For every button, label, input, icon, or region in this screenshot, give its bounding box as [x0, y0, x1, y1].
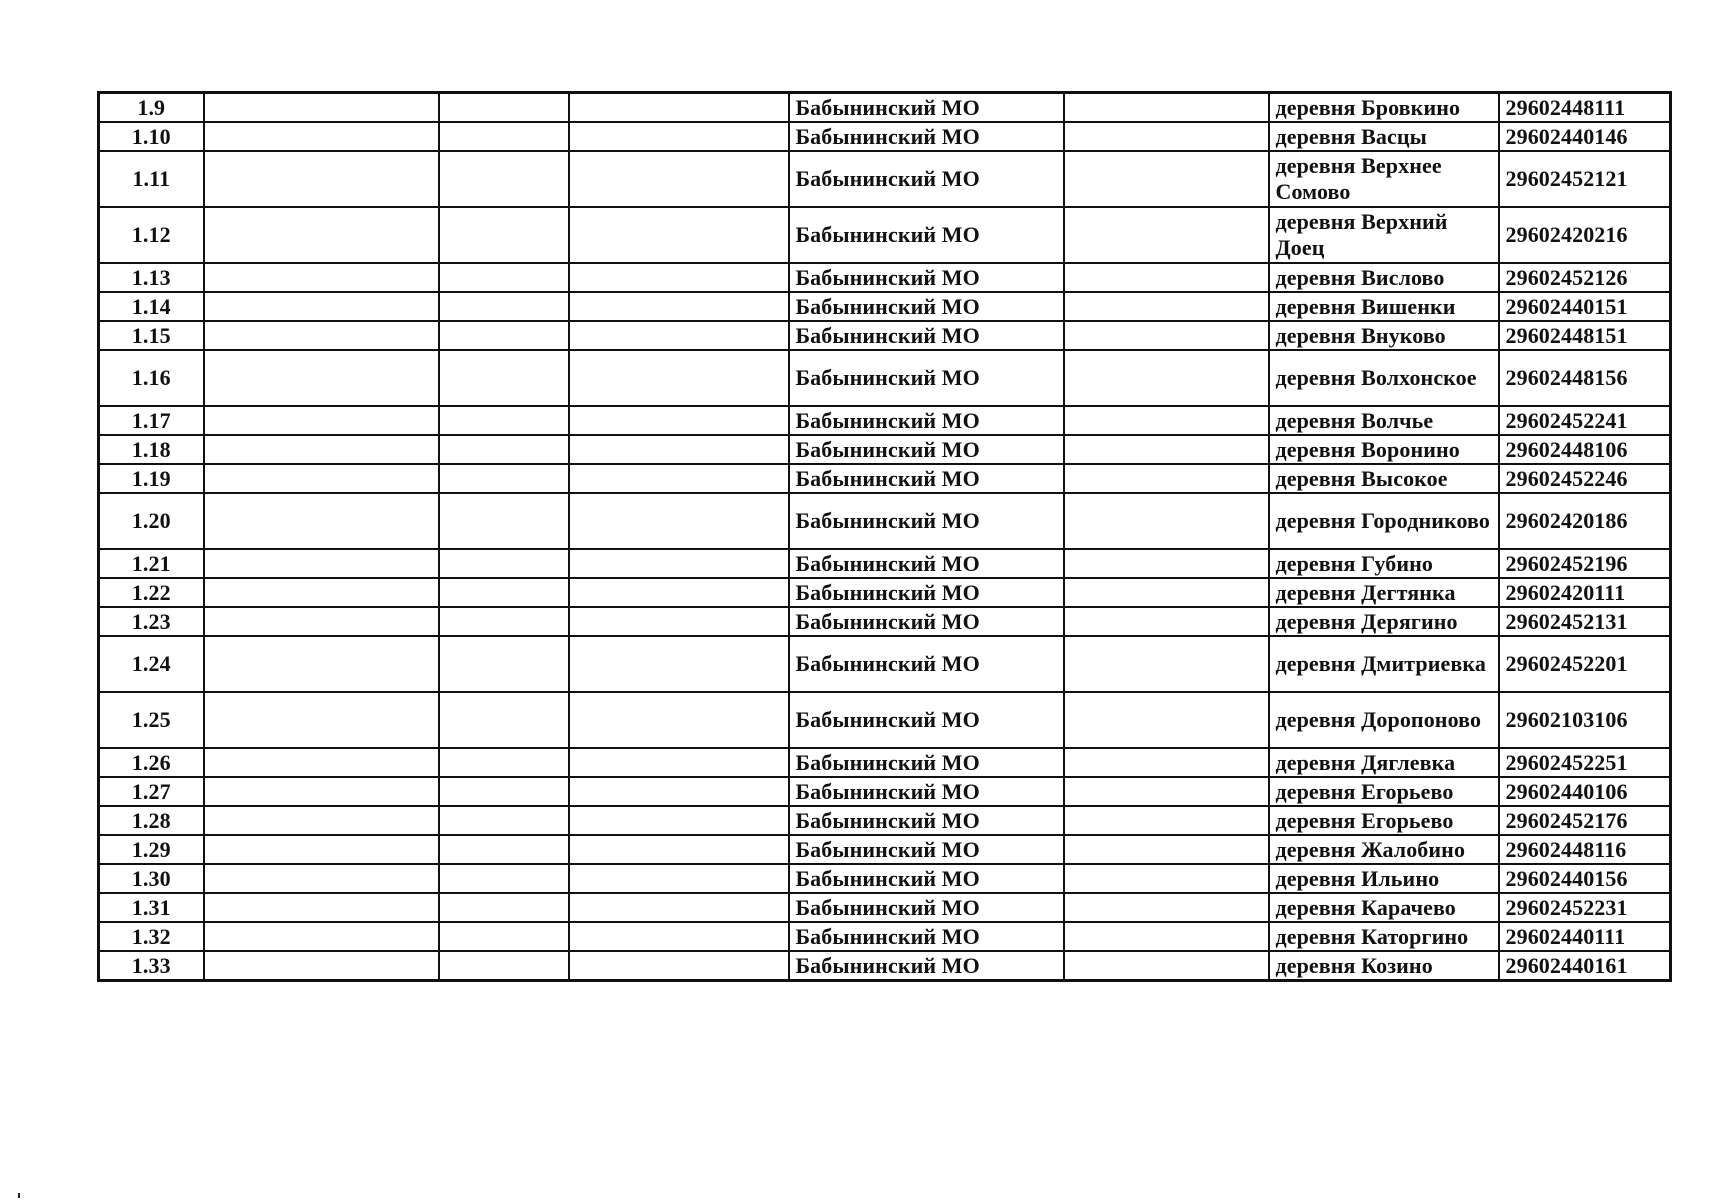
empty-cell [569, 777, 789, 806]
empty-cell [204, 263, 439, 292]
empty-cell [1064, 835, 1269, 864]
empty-cell [1064, 893, 1269, 922]
empty-cell [1064, 93, 1269, 123]
table-row [99, 578, 1671, 607]
municipality-cell: Бабынинский МО [789, 806, 1064, 835]
code-cell: 29602420186 [1499, 493, 1671, 549]
table-row [99, 806, 1671, 835]
row-number: 1.27 [99, 777, 204, 806]
empty-cell [204, 207, 439, 263]
empty-cell [569, 93, 789, 123]
empty-cell [1064, 321, 1269, 350]
empty-cell [439, 607, 569, 636]
empty-cell [569, 292, 789, 321]
empty-cell [439, 578, 569, 607]
empty-cell [439, 692, 569, 748]
empty-cell [204, 835, 439, 864]
table-row [99, 692, 1671, 748]
table-row [99, 151, 1671, 207]
code-cell: 29602420216 [1499, 207, 1671, 263]
locality-cell: деревня Волчье [1269, 406, 1499, 435]
empty-cell [439, 122, 569, 151]
row-number: 1.9 [99, 93, 204, 123]
row-number: 1.21 [99, 549, 204, 578]
row-number: 1.24 [99, 636, 204, 692]
municipality-cell: Бабынинский МО [789, 607, 1064, 636]
municipality-cell: Бабынинский МО [789, 692, 1064, 748]
code-cell: 29602452231 [1499, 893, 1671, 922]
empty-cell [1064, 350, 1269, 406]
empty-cell [439, 835, 569, 864]
code-cell: 29602452246 [1499, 464, 1671, 493]
empty-cell [204, 806, 439, 835]
empty-cell [439, 748, 569, 777]
empty-cell [439, 435, 569, 464]
municipality-cell: Бабынинский МО [789, 748, 1064, 777]
table-row [99, 636, 1671, 692]
code-cell: 29602448111 [1499, 93, 1671, 123]
locality-table [97, 91, 1672, 982]
code-cell: 29602420111 [1499, 578, 1671, 607]
locality-cell: деревня Егорьево [1269, 777, 1499, 806]
row-number: 1.28 [99, 806, 204, 835]
empty-cell [204, 549, 439, 578]
table-row [99, 93, 1671, 123]
empty-cell [569, 607, 789, 636]
locality-cell: деревня Карачево [1269, 893, 1499, 922]
row-number: 1.13 [99, 263, 204, 292]
municipality-cell: Бабынинский МО [789, 122, 1064, 151]
locality-cell: деревня Каторгино [1269, 922, 1499, 951]
empty-cell [204, 692, 439, 748]
row-number: 1.10 [99, 122, 204, 151]
row-number: 1.14 [99, 292, 204, 321]
row-number: 1.15 [99, 321, 204, 350]
empty-cell [204, 578, 439, 607]
row-number: 1.31 [99, 893, 204, 922]
municipality-cell: Бабынинский МО [789, 292, 1064, 321]
row-number: 1.23 [99, 607, 204, 636]
municipality-cell: Бабынинский МО [789, 864, 1064, 893]
code-cell: 29602440106 [1499, 777, 1671, 806]
empty-cell [204, 321, 439, 350]
empty-cell [569, 151, 789, 207]
municipality-cell: Бабынинский МО [789, 406, 1064, 435]
empty-cell [569, 636, 789, 692]
empty-cell [569, 893, 789, 922]
empty-cell [569, 864, 789, 893]
municipality-cell: Бабынинский МО [789, 636, 1064, 692]
empty-cell [439, 321, 569, 350]
empty-cell [204, 350, 439, 406]
table-row [99, 951, 1671, 981]
code-cell: 29602452241 [1499, 406, 1671, 435]
row-number: 1.32 [99, 922, 204, 951]
municipality-cell: Бабынинский МО [789, 922, 1064, 951]
code-cell: 29602452251 [1499, 748, 1671, 777]
empty-cell [439, 493, 569, 549]
table-row [99, 922, 1671, 951]
table-row [99, 464, 1671, 493]
empty-cell [204, 636, 439, 692]
row-number: 1.11 [99, 151, 204, 207]
row-number: 1.33 [99, 951, 204, 981]
empty-cell [1064, 406, 1269, 435]
municipality-cell: Бабынинский МО [789, 321, 1064, 350]
empty-cell [204, 493, 439, 549]
empty-cell [439, 549, 569, 578]
code-cell: 29602452201 [1499, 636, 1671, 692]
empty-cell [569, 922, 789, 951]
municipality-cell: Бабынинский МО [789, 493, 1064, 549]
empty-cell [569, 263, 789, 292]
empty-cell [204, 607, 439, 636]
row-number: 1.19 [99, 464, 204, 493]
municipality-cell: Бабынинский МО [789, 835, 1064, 864]
empty-cell [439, 263, 569, 292]
code-cell: 29602448116 [1499, 835, 1671, 864]
table-row [99, 777, 1671, 806]
locality-cell: деревня Дяглевка [1269, 748, 1499, 777]
empty-cell [569, 951, 789, 981]
code-cell: 29602452121 [1499, 151, 1671, 207]
locality-cell: деревня Жалобино [1269, 835, 1499, 864]
code-cell: 29602440111 [1499, 922, 1671, 951]
table-body [99, 93, 1671, 981]
empty-cell [569, 122, 789, 151]
empty-cell [439, 922, 569, 951]
locality-cell: деревня Губино [1269, 549, 1499, 578]
table-row [99, 263, 1671, 292]
empty-cell [1064, 207, 1269, 263]
empty-cell [439, 777, 569, 806]
empty-cell [204, 406, 439, 435]
table-row [99, 435, 1671, 464]
empty-cell [569, 464, 789, 493]
empty-cell [569, 578, 789, 607]
code-cell: 29602440156 [1499, 864, 1671, 893]
code-cell: 29602448156 [1499, 350, 1671, 406]
locality-cell: деревня Егорьево [1269, 806, 1499, 835]
empty-cell [1064, 636, 1269, 692]
municipality-cell: Бабынинский МО [789, 350, 1064, 406]
empty-cell [439, 93, 569, 123]
table-row [99, 321, 1671, 350]
locality-cell: деревня Ильино [1269, 864, 1499, 893]
code-cell: 29602452196 [1499, 549, 1671, 578]
table-row [99, 893, 1671, 922]
empty-cell [1064, 292, 1269, 321]
empty-cell [1064, 122, 1269, 151]
table-row [99, 122, 1671, 151]
table-row [99, 406, 1671, 435]
empty-cell [1064, 464, 1269, 493]
empty-cell [204, 951, 439, 981]
empty-cell [1064, 777, 1269, 806]
empty-cell [1064, 692, 1269, 748]
empty-cell [569, 406, 789, 435]
locality-cell: деревня Дегтянка [1269, 578, 1499, 607]
code-cell: 29602103106 [1499, 692, 1671, 748]
empty-cell [569, 835, 789, 864]
empty-cell [204, 122, 439, 151]
table-row [99, 292, 1671, 321]
table-row [99, 748, 1671, 777]
code-cell: 29602448106 [1499, 435, 1671, 464]
row-number: 1.29 [99, 835, 204, 864]
locality-cell: деревня Козино [1269, 951, 1499, 981]
empty-cell [204, 748, 439, 777]
empty-cell [569, 493, 789, 549]
code-cell: 29602452131 [1499, 607, 1671, 636]
municipality-cell: Бабынинский МО [789, 464, 1064, 493]
empty-cell [569, 692, 789, 748]
empty-cell [1064, 151, 1269, 207]
empty-cell [439, 151, 569, 207]
empty-cell [569, 435, 789, 464]
empty-cell [1064, 922, 1269, 951]
empty-cell [439, 806, 569, 835]
municipality-cell: Бабынинский МО [789, 93, 1064, 123]
empty-cell [1064, 578, 1269, 607]
empty-cell [569, 321, 789, 350]
table-row [99, 835, 1671, 864]
municipality-cell: Бабынинский МО [789, 151, 1064, 207]
code-cell: 29602448151 [1499, 321, 1671, 350]
row-number: 1.20 [99, 493, 204, 549]
locality-cell: деревня Дерягино [1269, 607, 1499, 636]
municipality-cell: Бабынинский МО [789, 951, 1064, 981]
empty-cell [204, 435, 439, 464]
municipality-cell: Бабынинский МО [789, 578, 1064, 607]
table-row [99, 549, 1671, 578]
empty-cell [1064, 806, 1269, 835]
scan-mark [18, 1193, 20, 1198]
locality-cell: деревня Дмитриевка [1269, 636, 1499, 692]
locality-cell: деревня Городниково [1269, 493, 1499, 549]
empty-cell [569, 806, 789, 835]
empty-cell [1064, 263, 1269, 292]
municipality-cell: Бабынинский МО [789, 207, 1064, 263]
locality-cell: деревня Верхнее Сомово [1269, 151, 1499, 207]
row-number: 1.18 [99, 435, 204, 464]
code-cell: 29602440161 [1499, 951, 1671, 981]
row-number: 1.26 [99, 748, 204, 777]
empty-cell [569, 207, 789, 263]
empty-cell [1064, 864, 1269, 893]
empty-cell [439, 636, 569, 692]
row-number: 1.16 [99, 350, 204, 406]
empty-cell [204, 464, 439, 493]
empty-cell [439, 951, 569, 981]
locality-cell: деревня Вишенки [1269, 292, 1499, 321]
row-number: 1.25 [99, 692, 204, 748]
empty-cell [439, 406, 569, 435]
empty-cell [204, 93, 439, 123]
locality-cell: деревня Вислово [1269, 263, 1499, 292]
municipality-cell: Бабынинский МО [789, 549, 1064, 578]
table-row [99, 350, 1671, 406]
empty-cell [1064, 748, 1269, 777]
code-cell: 29602452126 [1499, 263, 1671, 292]
code-cell: 29602440146 [1499, 122, 1671, 151]
municipality-cell: Бабынинский МО [789, 777, 1064, 806]
locality-cell: деревня Верхний Доец [1269, 207, 1499, 263]
empty-cell [439, 864, 569, 893]
row-number: 1.12 [99, 207, 204, 263]
empty-cell [1064, 607, 1269, 636]
table-row [99, 864, 1671, 893]
empty-cell [204, 292, 439, 321]
locality-cell: деревня Волхонское [1269, 350, 1499, 406]
empty-cell [569, 350, 789, 406]
row-number: 1.17 [99, 406, 204, 435]
locality-cell: деревня Доропоново [1269, 692, 1499, 748]
code-cell: 29602440151 [1499, 292, 1671, 321]
table-row [99, 207, 1671, 263]
empty-cell [439, 893, 569, 922]
locality-cell: деревня Бровкино [1269, 93, 1499, 123]
locality-cell: деревня Васцы [1269, 122, 1499, 151]
table-row [99, 607, 1671, 636]
row-number: 1.22 [99, 578, 204, 607]
empty-cell [1064, 435, 1269, 464]
empty-cell [569, 748, 789, 777]
empty-cell [204, 151, 439, 207]
row-number: 1.30 [99, 864, 204, 893]
code-cell: 29602452176 [1499, 806, 1671, 835]
empty-cell [204, 893, 439, 922]
empty-cell [204, 864, 439, 893]
empty-cell [439, 464, 569, 493]
empty-cell [1064, 951, 1269, 981]
empty-cell [439, 207, 569, 263]
empty-cell [439, 292, 569, 321]
empty-cell [569, 549, 789, 578]
municipality-cell: Бабынинский МО [789, 263, 1064, 292]
municipality-cell: Бабынинский МО [789, 435, 1064, 464]
table-row [99, 493, 1671, 549]
empty-cell [204, 777, 439, 806]
empty-cell [439, 350, 569, 406]
locality-cell: деревня Высокое [1269, 464, 1499, 493]
locality-cell: деревня Внуково [1269, 321, 1499, 350]
empty-cell [1064, 549, 1269, 578]
empty-cell [1064, 493, 1269, 549]
municipality-cell: Бабынинский МО [789, 893, 1064, 922]
locality-cell: деревня Воронино [1269, 435, 1499, 464]
empty-cell [204, 922, 439, 951]
